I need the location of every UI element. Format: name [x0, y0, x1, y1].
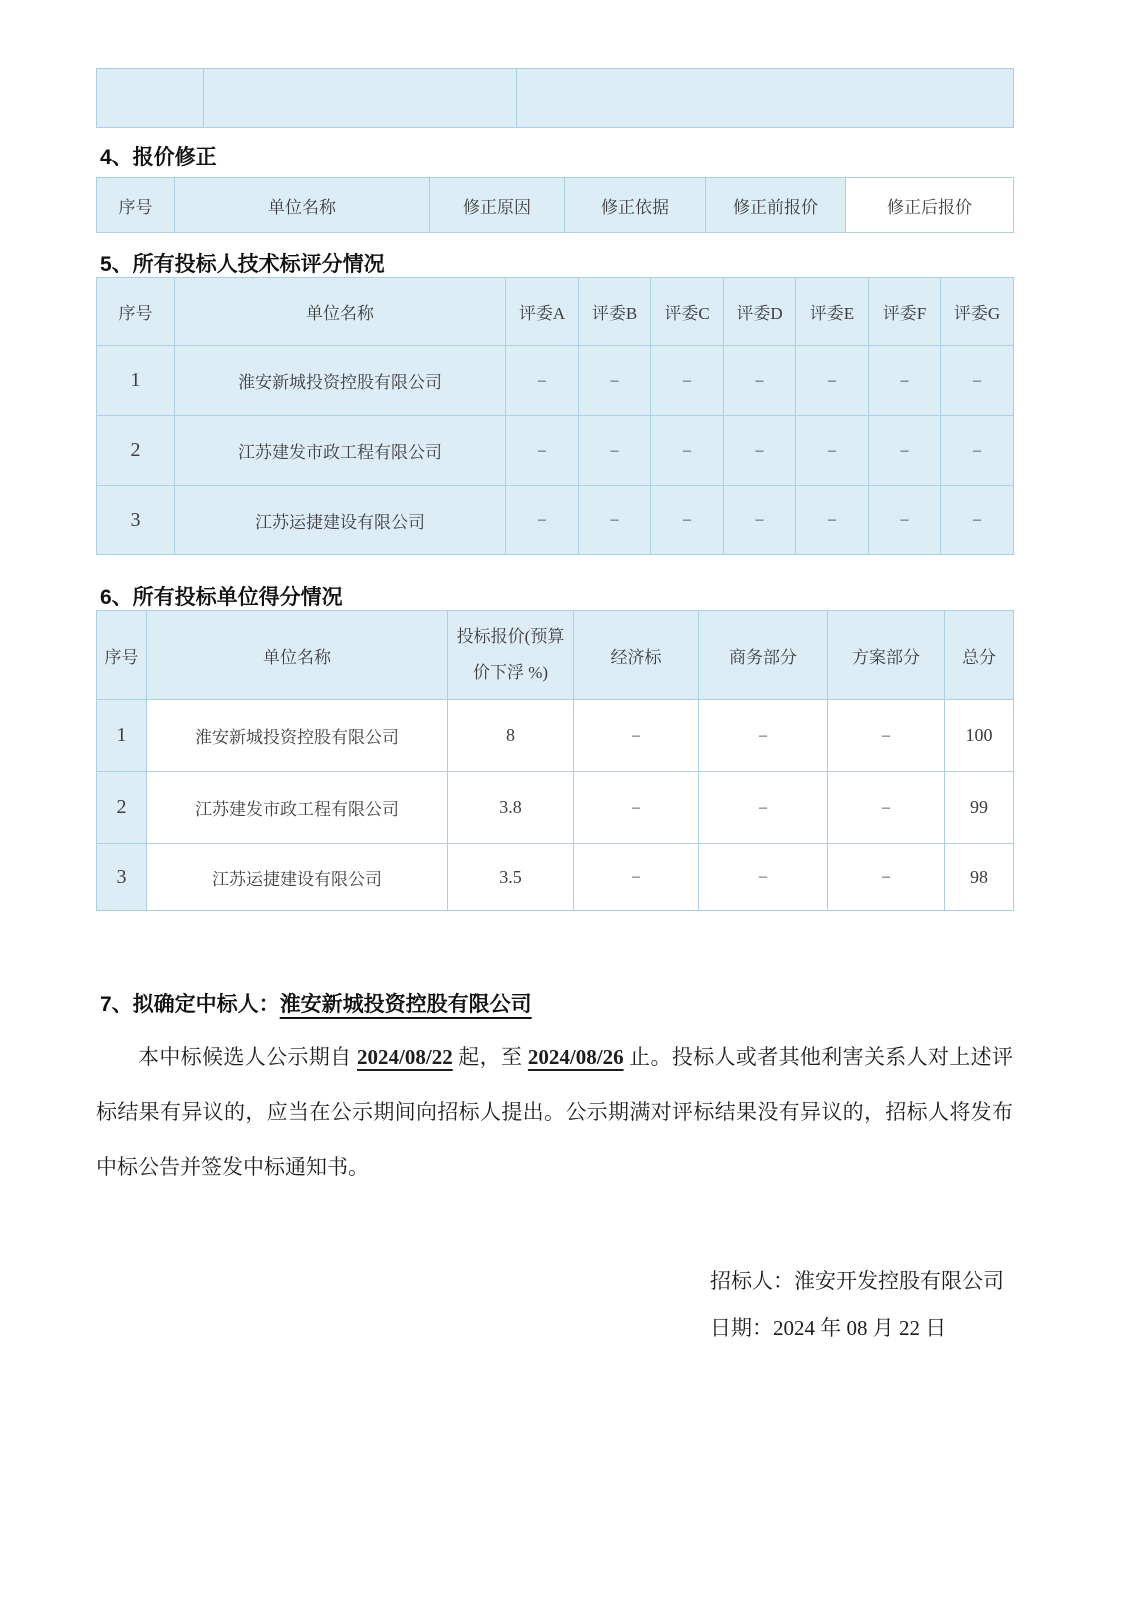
- score-cell: –: [651, 486, 724, 555]
- signature-block: [710, 1258, 1004, 1352]
- company-name-cell: 淮安新城投资控股有限公司: [175, 346, 506, 416]
- score-cell: –: [869, 486, 941, 555]
- publicity-start-date: 2024/08/22: [357, 1045, 453, 1069]
- row-index-cell: 3: [97, 486, 175, 555]
- table-row: [97, 416, 1014, 486]
- company-name-cell: 江苏运捷建设有限公司: [175, 486, 506, 555]
- row-index-cell: 1: [97, 346, 175, 416]
- table-cell: [517, 69, 1014, 128]
- score-cell: –: [724, 346, 796, 416]
- header-cell: 评委G: [941, 278, 1014, 346]
- header-cell: 单位名称: [175, 278, 506, 346]
- row-index-cell: 3: [97, 844, 147, 911]
- section6-heading: 6、所有投标单位得分情况: [100, 586, 343, 609]
- score-cell: –: [506, 486, 579, 555]
- header-cell: 修正前报价: [706, 178, 846, 233]
- header-cell: 商务部分: [699, 611, 828, 700]
- technical-score-table: [96, 277, 1014, 555]
- header-cell: 修正依据: [565, 178, 706, 233]
- score-cell: –: [651, 416, 724, 486]
- header-cell: 评委D: [724, 278, 796, 346]
- business-score-cell: –: [699, 844, 828, 911]
- economic-score-cell: –: [574, 844, 699, 911]
- header-cell: [448, 611, 574, 700]
- score-cell: –: [579, 346, 651, 416]
- bid-price-cell: 8: [448, 700, 574, 772]
- total-score-table: [96, 610, 1014, 911]
- table-cell: [97, 69, 204, 128]
- score-cell: –: [651, 346, 724, 416]
- company-name-cell: 江苏建发市政工程有限公司: [147, 772, 448, 844]
- table-row: [97, 486, 1014, 555]
- row-index-cell: 2: [97, 772, 147, 844]
- winner-label: 7、拟确定中标人：: [100, 993, 280, 1016]
- total-score-cell: 98: [945, 844, 1014, 911]
- price-correction-table: [96, 177, 1014, 233]
- score-cell: –: [506, 346, 579, 416]
- total-score-cell: 100: [945, 700, 1014, 772]
- table-cell: [204, 69, 517, 128]
- bid-price-header-text: 投标报价(预算价下浮 %): [456, 627, 565, 682]
- publicity-end-date: 2024/08/26: [527, 1045, 624, 1069]
- table-row: [97, 772, 1014, 844]
- header-cell: 评委C: [651, 278, 724, 346]
- score-cell: –: [796, 346, 869, 416]
- score-cell: –: [724, 486, 796, 555]
- section5-heading: 5、所有投标人技术标评分情况: [100, 253, 385, 276]
- header-cell: 评委E: [796, 278, 869, 346]
- winner-company-name: 淮安新城投资控股有限公司: [279, 993, 532, 1016]
- company-name-cell: 江苏运捷建设有限公司: [147, 844, 448, 911]
- publicity-paragraph: [96, 1030, 1013, 1195]
- header-cell: 经济标: [574, 611, 699, 700]
- table-row: [97, 69, 1014, 128]
- plan-score-cell: –: [828, 772, 945, 844]
- table-header-row: [97, 178, 1014, 233]
- business-score-cell: –: [699, 700, 828, 772]
- score-cell: –: [724, 416, 796, 486]
- header-cell: 评委F: [869, 278, 941, 346]
- section4-heading: 4、报价修正: [100, 146, 217, 169]
- header-cell: 修正后报价: [846, 178, 1014, 233]
- economic-score-cell: –: [574, 772, 699, 844]
- header-cell: 总分: [945, 611, 1014, 700]
- header-cell: 评委B: [579, 278, 651, 346]
- economic-score-cell: –: [574, 700, 699, 772]
- score-cell: –: [579, 486, 651, 555]
- plan-score-cell: –: [828, 844, 945, 911]
- continuation-table: [96, 68, 1014, 128]
- header-cell: 单位名称: [175, 178, 430, 233]
- table-row: [97, 346, 1014, 416]
- score-cell: –: [941, 346, 1014, 416]
- table-header-row: [97, 278, 1014, 346]
- header-cell: 修正原因: [430, 178, 565, 233]
- table-row: [97, 844, 1014, 911]
- tenderer-line: 招标人：淮安开发控股有限公司: [710, 1269, 1004, 1293]
- business-score-cell: –: [699, 772, 828, 844]
- score-cell: –: [869, 416, 941, 486]
- total-score-cell: 99: [945, 772, 1014, 844]
- company-name-cell: 淮安新城投资控股有限公司: [147, 700, 448, 772]
- bid-price-cell: 3.5: [448, 844, 574, 911]
- header-cell: 评委A: [506, 278, 579, 346]
- company-name-cell: 江苏建发市政工程有限公司: [175, 416, 506, 486]
- paragraph-text: 止。投标人或者其他利害关系人对上述评标结果有异议的，应当在公示期间向招标人提出。公示期满对评标结果没有异议的，招标人将发布中标公告并签发中标通知书。: [96, 1045, 1014, 1179]
- header-cell: 序号: [97, 611, 147, 700]
- score-cell: –: [579, 416, 651, 486]
- section7-heading: [100, 988, 532, 1018]
- score-cell: –: [796, 416, 869, 486]
- score-cell: –: [941, 416, 1014, 486]
- header-cell: 序号: [97, 178, 175, 233]
- header-cell: 序号: [97, 278, 175, 346]
- plan-score-cell: –: [828, 700, 945, 772]
- header-cell: 方案部分: [828, 611, 945, 700]
- score-cell: –: [941, 486, 1014, 555]
- header-cell: 单位名称: [147, 611, 448, 700]
- date-line: 日期：2024 年 08 月 22 日: [710, 1316, 947, 1340]
- score-cell: –: [869, 346, 941, 416]
- row-index-cell: 2: [97, 416, 175, 486]
- row-index-cell: 1: [97, 700, 147, 772]
- paragraph-text: 起，至: [452, 1045, 528, 1069]
- paragraph-text: 本中标候选人公示期自: [138, 1045, 358, 1069]
- score-cell: –: [796, 486, 869, 555]
- table-row: [97, 700, 1014, 772]
- score-cell: –: [506, 416, 579, 486]
- bid-price-cell: 3.8: [448, 772, 574, 844]
- table-header-row: [97, 611, 1014, 700]
